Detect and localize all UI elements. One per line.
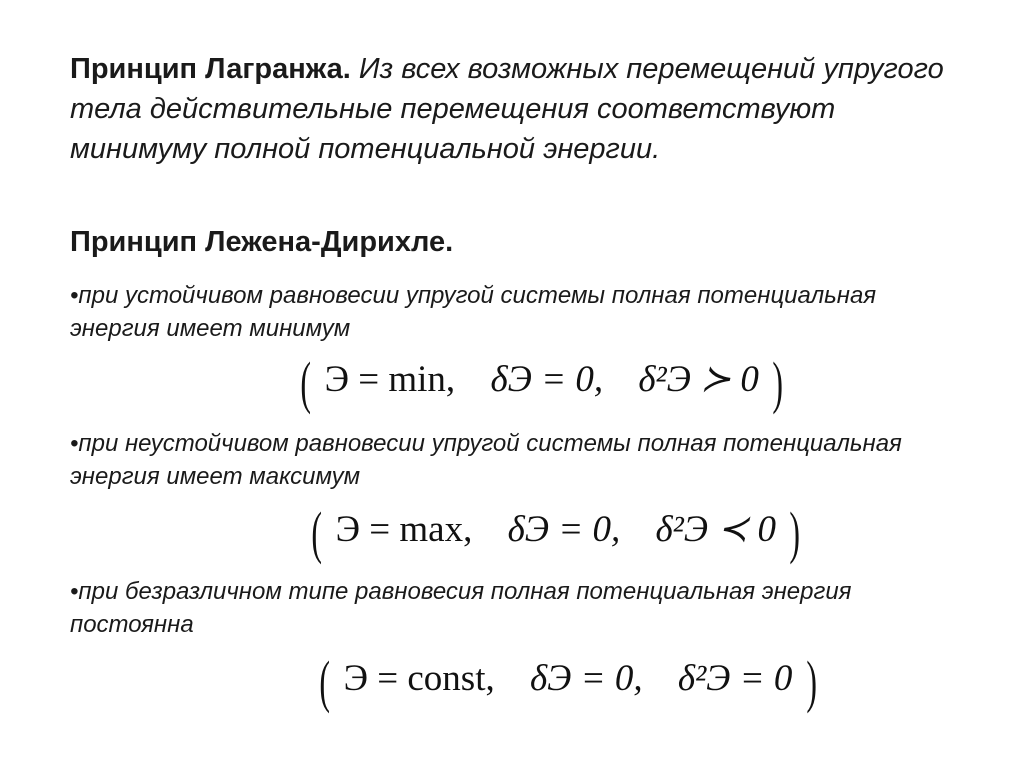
neutral-equilibrium-text: •при безразличном типе равновесия полная потенциальная энергия постоянна [70,578,852,638]
formula-first-variation: δЭ = 0, [507,509,621,550]
formula-energy-value: Э = min, [324,359,456,400]
lagrange-title: Принцип Лагранжа. [70,53,351,85]
formula-energy-value: Э = const, [343,658,495,699]
formula-open-paren: ( [300,349,311,415]
stable-equilibrium-text: •при устойчивом равновесии упругой системы полная потенциальная энергия имеет минимум [70,282,877,342]
dirichlet-title: Принцип Лежена-Дирихле. [70,226,454,258]
formula-first-variation: δЭ = 0, [529,658,643,699]
formula-close-paren: ) [789,499,801,565]
formula-second-variation: δ²Э ≺ 0 [655,509,777,550]
formula-open-paren: ( [311,499,322,565]
formula-first-variation: δЭ = 0, [490,359,604,400]
formula-close-paren: ) [772,349,784,415]
lagrange-text: Из всех возможных перемещений упругого тела действительные перемещения соответствуют минимуму полной потенциальной энергии. [70,53,944,165]
unstable-equilibrium-formula [307,499,805,565]
neutral-equilibrium-formula [315,648,821,714]
stable-equilibrium-formula [296,349,787,415]
lagrange-principle [70,49,970,169]
formula-second-variation: δ²Э ≻ 0 [638,359,759,400]
unstable-equilibrium-text: •при неустойчивом равновесии упругой системы полная потенциальная энергия имеет максимум [70,430,902,490]
formula-close-paren: ) [805,648,817,714]
formula-second-variation: δ²Э = 0 [677,658,793,699]
formula-open-paren: ( [319,648,330,714]
formula-energy-value: Э = max, [335,509,473,550]
